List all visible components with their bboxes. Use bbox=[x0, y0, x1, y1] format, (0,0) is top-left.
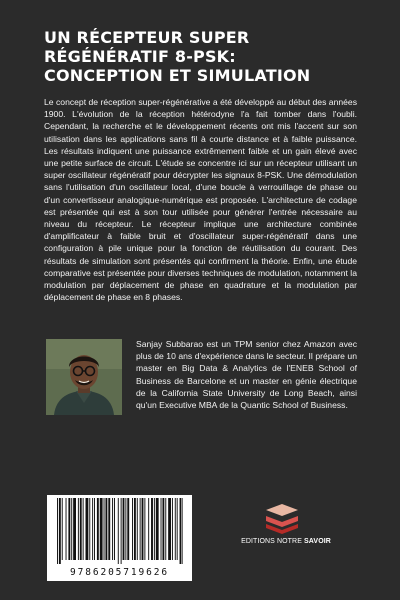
barcode-bar bbox=[148, 498, 149, 560]
publisher-name bbox=[236, 538, 336, 545]
author-portrait-image bbox=[46, 339, 122, 415]
barcode-bar bbox=[108, 498, 110, 560]
barcode-bar bbox=[125, 498, 126, 560]
barcode-bar bbox=[165, 498, 166, 560]
logo-layer-middle bbox=[266, 516, 298, 527]
barcode-bar bbox=[66, 498, 67, 560]
barcode-bar bbox=[142, 498, 144, 560]
book-title-line-2: RÉGÉNÉRATIF 8-PSK: bbox=[44, 47, 236, 66]
barcode-bar bbox=[97, 498, 99, 560]
barcode-bar bbox=[104, 498, 105, 560]
book-title bbox=[44, 28, 374, 85]
barcode-bar bbox=[172, 498, 173, 560]
barcode-bar bbox=[182, 498, 183, 564]
barcode-bar bbox=[112, 498, 113, 560]
barcode-bar bbox=[168, 498, 171, 560]
barcode-bar bbox=[154, 498, 155, 560]
author-bio: Sanjay Subbarao est un TPM senior chez Amazon avec plus de 10 ans d'expérience dans le secteur. Il prépare un master en Big Data & Analytics de l'ENEB School of Business de Barcelone et un master en génie électrique de la California State University de Long Beach, ainsi qu'un Executive MBA de la Quantic School of Business. bbox=[136, 339, 357, 411]
barcode-bar bbox=[118, 498, 119, 564]
barcode-bar bbox=[100, 498, 103, 560]
isbn-barcode bbox=[47, 495, 192, 581]
barcode-bar bbox=[78, 498, 79, 560]
barcode-bar bbox=[123, 498, 125, 560]
barcode-bar bbox=[180, 498, 182, 564]
barcode-bar bbox=[132, 498, 133, 560]
barcode-bar bbox=[86, 498, 89, 560]
book-title-line-3: CONCEPTION ET SIMULATION bbox=[44, 66, 311, 85]
barcode-bar bbox=[121, 498, 122, 564]
barcode-bar bbox=[92, 498, 93, 560]
barcode-bar bbox=[73, 498, 76, 560]
barcode-bar bbox=[177, 498, 178, 560]
barcode-bar bbox=[151, 498, 153, 560]
barcode-bar bbox=[68, 498, 70, 560]
barcode-bars bbox=[57, 498, 183, 564]
author-photo bbox=[46, 339, 122, 415]
barcode-bar bbox=[62, 498, 63, 560]
barcode-bar bbox=[105, 498, 107, 560]
barcode-bar bbox=[83, 498, 84, 560]
barcode-bar bbox=[114, 498, 115, 560]
barcode-bar bbox=[162, 498, 164, 560]
barcode-bar bbox=[140, 498, 141, 560]
barcode-bar bbox=[137, 498, 138, 560]
barcode-bar bbox=[127, 498, 129, 560]
publisher-logo-icon bbox=[262, 504, 302, 534]
barcode-bar bbox=[134, 498, 136, 560]
barcode-bar bbox=[71, 498, 72, 560]
barcode-bar bbox=[57, 498, 58, 564]
book-summary: Le concept de réception super-régénérative a été développé au début des années 1900. L'évolution de la réception hétérodyne l'a fait tomber dans l'oubli. Cependant, la recherche et le développement récents ont mis l'accent sur son utilisation dans les applications sans fil à courte distance et à faible puissance. Les résultats indiquent une puissance extrêmement faible et un gain élevé avec une petite surface de circuit. L'étude se concentre ici sur un récepteur utilisant un super oscillateur régénératif pour décrypter les signaux 8-PSK. Une démodulation sans l'utilisation d'un oscillateur local, d'une boucle à verrouillage de phase ou d'un convertisseur analogique-numérique est proposée. L'architecture de codage est présentée qui est à son tour utilisée pour générer l'entrée nécessaire au niveau du récepteur. Le récepteur implique une architecture combinée d'amplificateur à faible bruit et d'oscillateur super-régénératif dans une configuration à pile unique pour la fonction de réutilisation du courant. Des résultats de simulation sont présentés qui confirment la théorie. Enfin, une étude comparative est présentée pour diverses techniques de modulation, notamment la modulation par déplacement de phase en quadrature et la modulation par déplacement de phase en 8 phases. bbox=[44, 97, 357, 303]
barcode-bar bbox=[156, 498, 159, 560]
barcode-bar bbox=[80, 498, 82, 560]
publisher-name-emphasis: SAVOIR bbox=[304, 538, 331, 545]
logo-layer-top bbox=[266, 504, 298, 516]
book-title-line-1: UN RÉCEPTEUR SUPER bbox=[44, 28, 250, 47]
barcode-bar bbox=[94, 498, 95, 560]
barcode-bar bbox=[144, 498, 145, 560]
barcode-bar bbox=[161, 498, 162, 560]
barcode-bar bbox=[59, 498, 61, 564]
barcode-bar bbox=[175, 498, 176, 560]
publisher-name-prefix: EDITIONS NOTRE bbox=[241, 538, 305, 545]
barcode-bar bbox=[89, 498, 90, 560]
isbn-number: 9786205719626 bbox=[69, 567, 170, 578]
